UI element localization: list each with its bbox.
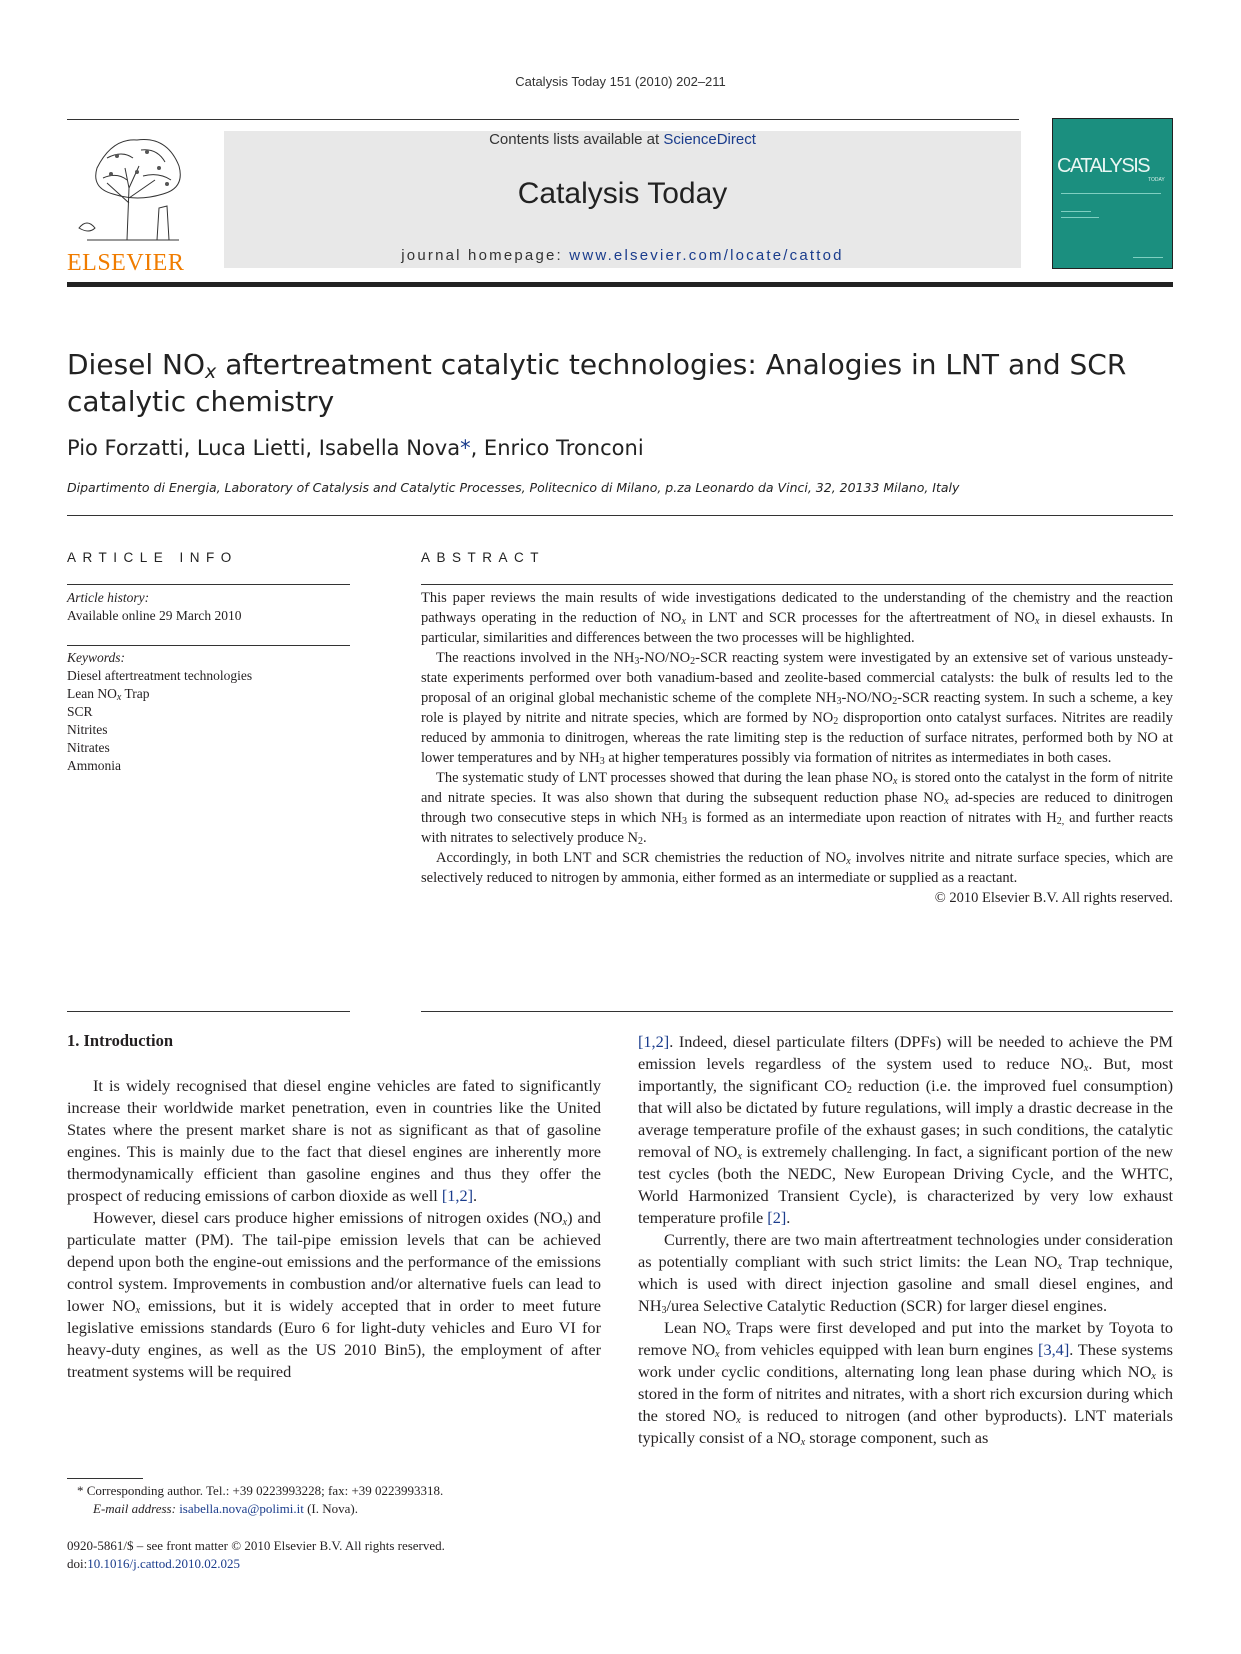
title-part: catalytic chemistry: [67, 385, 335, 418]
section-rule: [67, 515, 1173, 516]
abstract-copyright: © 2010 Elsevier B.V. All rights reserved.: [934, 890, 1173, 906]
affiliation: Dipartimento di Energia, Laboratory of Catalysis and Catalytic Processes, Politecnico di Milano, p.za Leonardo da Vinci, 32, 20133 Milano, Italy: [67, 480, 960, 495]
article-title: [67, 346, 1173, 420]
elsevier-logo[interactable]: [67, 128, 199, 276]
header-thick-rule: [67, 282, 1173, 287]
body-paragraph: Currently, there are two main aftertreatment technologies under consideration as potentially compliant with such strict limits: the Lean $NO_x$ Trap technique, which is used with direct injection gasoline and small diesel engines, and $NH_3$/urea Selective Catalytic Reduction (SCR) for larger diesel engines.: [638, 1230, 1174, 1316]
keywords-label: Keywords:: [67, 650, 125, 665]
abstract-paragraph: The reactions involved in the $NH_3-NO/NO_2$-SCR reacting system were investigated by an extensive set of various unsteady-state experiments performed over both vanadium-based and zeolite-based commercial catalysts: the bulk of results led to the proposal of an original global mechanistic scheme of the complete $NH_3-NO/NO_2$-SCR reacting system. In such a scheme, a key role is played by nitrite and nitrate species, which are formed by $NO_2$ disproportion onto catalyst surfaces. Nitrites are readily reduced by ammonia to dinitrogen, whereas the rate limiting step is the reduction of surface nitrates, performed both by NO at lower temperatures and by $NH_3$ at higher temperatures possibly via formation of nitrites as intermediates in both cases.: [421, 650, 1174, 767]
article-info-heading: ARTICLE INFO: [67, 550, 238, 565]
section-heading-introduction: 1. Introduction: [67, 1031, 174, 1050]
cover-decoration: [1061, 193, 1161, 194]
issn-line: 0920-5861/$ – see front matter © 2010 Elsevier B.V. All rights reserved.: [67, 1538, 445, 1553]
homepage-line: [224, 247, 1021, 264]
abstract-body: [421, 588, 1173, 908]
abstract-paragraph: Accordingly, in both LNT and SCR chemistries the reduction of $NO_x$ involves nitrite and nitrate surface species, which are selectively reduced to nitrogen by ammonia, either formed as an intermediate or supplied as a reactant.: [421, 850, 1173, 886]
journal-banner: [224, 131, 1021, 268]
citation-link[interactable]: [2]: [767, 1208, 787, 1227]
keyword: Ammonia: [67, 758, 121, 773]
title-part: aftertreatment catalytic technologies: Analogies in LNT and SCR: [216, 348, 1127, 381]
contents-prefix: Contents lists available at: [489, 131, 664, 148]
doi-link[interactable]: 10.1016/j.cattod.2010.02.025: [87, 1556, 240, 1571]
keyword: [67, 685, 350, 703]
author-list: [67, 436, 1173, 460]
abstract-paragraph: This paper reviews the main results of wide investigations dedicated to the understanding of the chemistry and the reaction pathways operating in the reduction of $NO_x$ in LNT and SCR processes for the aftertreatment of $NO_x$ in diesel exhausts. In particular, similarities and differences between the two processes will be highlighted.: [421, 590, 1174, 646]
body-paragraph: It is widely recognised that diesel engine vehicles are fated to significantly increase their worldwide market penetration, even in countries like the United States where the present market share is not as significant as that of gasoline engines. This is mainly due to the fact that diesel engines are inherently more thermodynamically efficient than gasoline engines and thus they offer the prospect of reducing emissions of carbon dioxide as well [1,2].: [67, 1076, 601, 1205]
journal-name: Catalysis Today: [517, 177, 728, 210]
footnote-text: Corresponding author. Tel.: +39 0223993228; fax: +39 0223993318.: [83, 1483, 444, 1498]
body-paragraph: [1,2]. Indeed, diesel particulate filters (DPFs) will be needed to achieve the PM emission levels regardless of the system used to reduce $NO_x$. But, most importantly, the significant $CO_2$ reduction (i.e. the improved fuel consumption) that will also be dictated by future regulations, will imply a drastic decrease in the average temperature profile of the exhaust gases; in such conditions, the catalytic removal of $NO_x$ is extremely challenging. In fact, a significant portion of the new test cycles (both the NEDC, New European Driving Cycle, and the WHTC, World Harmonized Transient Cycle), is characterized by very low exhaust temperature profile [2].: [638, 1032, 1174, 1227]
title-subscript: x: [205, 361, 217, 383]
corresponding-author-marker[interactable]: *: [460, 436, 471, 460]
keyword-subscript: x: [116, 692, 122, 703]
cover-decoration: [1061, 217, 1099, 218]
history-label: Article history:: [67, 590, 150, 605]
body-paragraph: However, diesel cars produce higher emissions of nitrogen oxides $(NO_x)$ and particulate matter (PM). The tail-pipe emission levels that can be achieved depend upon both the engine-out emissions and the performance of the emissions control system. Improvements in combustion and/or alternative fuels can lead to lower $NO_x$ emissions, but it is widely accepted that in order to meet future legislative emissions standards (Euro 6 for light-duty vehicles and Euro VI for heavy-duty engines, as well as the US 2010 Bin5), the employment of after treatment systems will be required: [67, 1208, 602, 1381]
body-column-left: [67, 1075, 601, 1383]
info-rule: [67, 645, 350, 646]
citation-link[interactable]: [1,2]: [638, 1032, 670, 1051]
running-head: Catalysis Today 151 (2010) 202–211: [515, 74, 726, 89]
keyword: Nitrates: [67, 740, 110, 755]
keyword-part: Lean NO: [67, 686, 117, 701]
footnote-rule: [67, 1478, 143, 1479]
contents-line: [224, 131, 1021, 148]
info-rule: [67, 1011, 350, 1012]
footnote-star: *: [77, 1483, 84, 1498]
footnote-email: [67, 1500, 607, 1518]
citation-link[interactable]: [3,4]: [1038, 1340, 1070, 1359]
cover-title: CATALYSIS: [1057, 155, 1150, 177]
homepage-prefix: journal homepage:: [401, 247, 570, 264]
cover-decoration: [1133, 257, 1163, 258]
history-value: Available online 29 March 2010: [67, 608, 242, 623]
elsevier-wordmark: ELSEVIER: [67, 250, 185, 276]
header-rule: [67, 119, 1019, 120]
doi-line: [67, 1555, 607, 1573]
cover-subtitle: TODAY: [1148, 177, 1165, 183]
journal-cover-thumbnail[interactable]: [1052, 118, 1173, 269]
info-rule: [67, 584, 350, 585]
article-history: [67, 589, 350, 625]
keyword: Diesel aftertreatment technologies: [67, 668, 253, 683]
abstract-paragraph: The systematic study of LNT processes showed that during the lean phase $NO_x$ is stored onto the catalyst in the form of nitrite and nitrate species. It was also shown that during the subsequent reduction phase $NO_x$ ad-species are reduced to dinitrogen through two consecutive steps in which $NH_3$ is formed as an intermediate upon reaction of nitrates with $H_{2,}$ and further reacts with nitrates to selectively produce $N_2$.: [421, 770, 1174, 847]
abstract-rule: [421, 1011, 1173, 1012]
authors-text: Pio Forzatti, Luca Lietti, Isabella Nova: [67, 436, 461, 460]
keyword: Nitrites: [67, 722, 108, 737]
footnote: [67, 1482, 607, 1518]
keyword-part: Trap: [121, 686, 150, 701]
keyword: SCR: [67, 704, 93, 719]
front-matter-meta: [67, 1537, 607, 1573]
sciencedirect-link[interactable]: ScienceDirect: [663, 131, 756, 148]
citation-link[interactable]: [1,2]: [441, 1186, 474, 1205]
title-part: Diesel NO: [67, 348, 206, 381]
body-column-right: [638, 1031, 1173, 1449]
email-post: (I. Nova).: [303, 1501, 358, 1516]
homepage-link[interactable]: www.elsevier.com/locate/cattod: [569, 247, 844, 264]
elsevier-tree-icon: [67, 128, 199, 244]
footnote-corresponding: [67, 1482, 607, 1500]
abstract-rule: [421, 584, 1173, 585]
cover-decoration: [1061, 211, 1091, 212]
authors-text: , Enrico Tronconi: [470, 436, 644, 460]
body-paragraph: Lean $NO_x$ Traps were first developed and put into the market by Toyota to remove $NO_x$ from vehicles equipped with lean burn engines [3,4]. These systems work under cyclic conditions, alternating long lean phase during which $NO_x$ is stored in the form of nitrites and nitrates, with a short rich excursion during which the stored $NO_x$ is reduced to nitrogen (and other byproducts). LNT materials typically consist of a $NO_x$ storage component, such as: [638, 1318, 1174, 1448]
doi-label: doi:: [67, 1556, 88, 1571]
email-label: E-mail address:: [93, 1501, 180, 1516]
keywords-block: [67, 649, 350, 775]
email-link[interactable]: isabella.nova@polimi.it: [179, 1501, 304, 1516]
abstract-heading: ABSTRACT: [421, 550, 546, 565]
